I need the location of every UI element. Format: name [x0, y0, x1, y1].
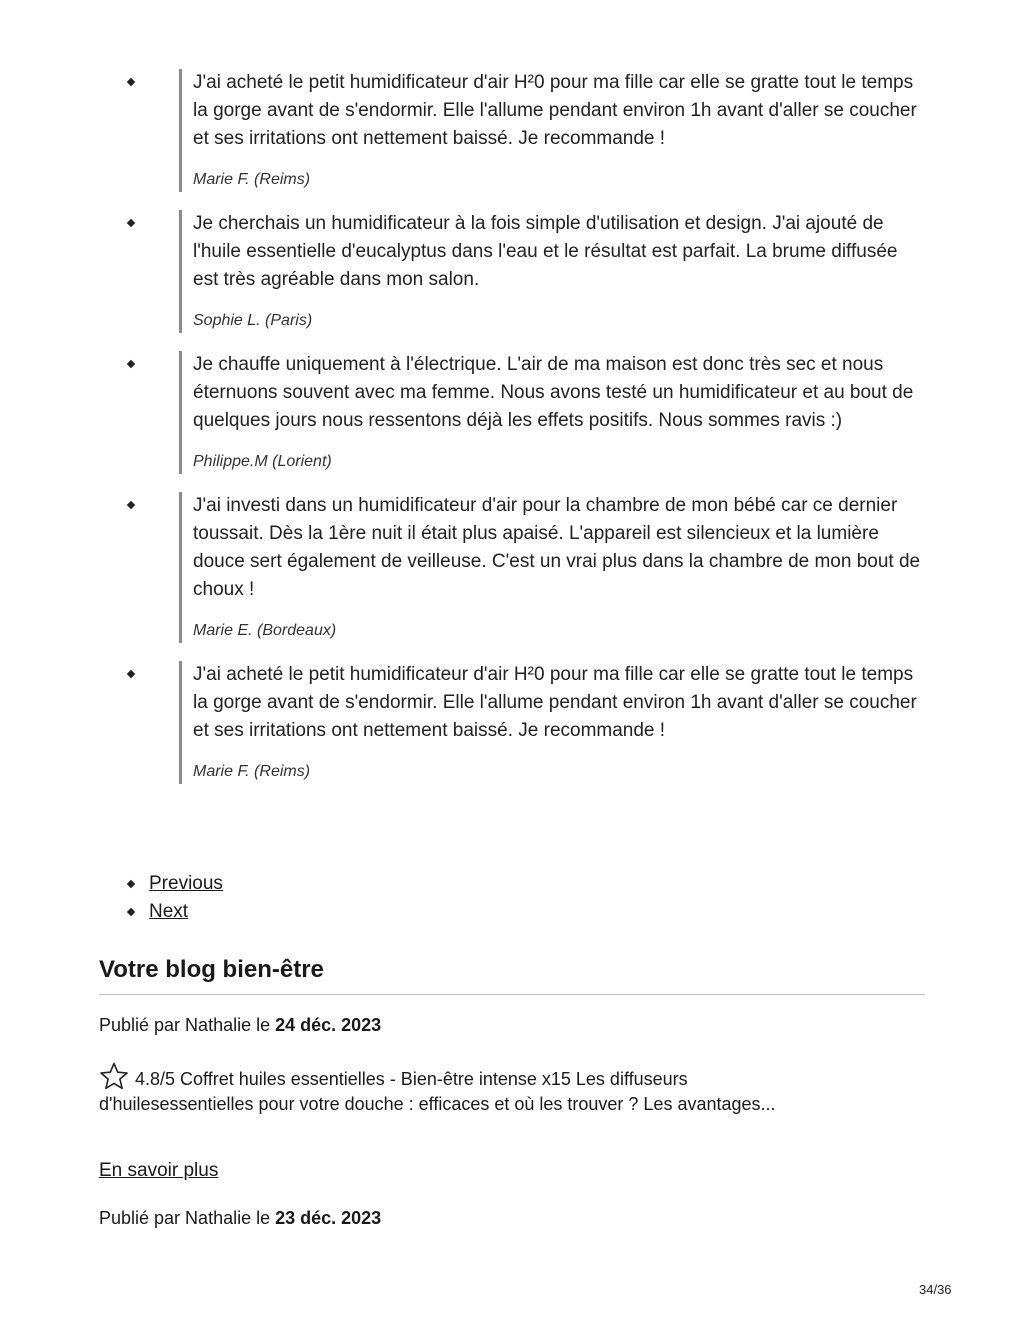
testimonial-text: J'ai investi dans un humidificateur d'air pour la chambre de mon bébé car ce dernier toussait. Dès la 1ère nuit il était plus apaisé. L'appareil est silencieux et la lumière douce sert également de veilleuse. C'est un vrai plus dans la chambre de mon bout de choux ! — [193, 495, 921, 600]
post-meta — [99, 1014, 381, 1036]
diamond-bullet-icon — [127, 78, 135, 86]
list-item — [124, 661, 924, 784]
pager-item — [124, 898, 223, 926]
next-link[interactable]: Next — [149, 901, 189, 922]
post-meta — [99, 1207, 381, 1229]
list-item — [124, 210, 924, 333]
blog-section-title: Votre blog bien-être — [99, 954, 925, 995]
testimonials-list — [124, 69, 924, 802]
testimonial-text: Je chauffe uniquement à l'électrique. L'air de ma maison est donc très sec et nous éternuons souvent avec ma femme. Nous avons testé un humidificateur et au bout de quelques jours nous ressentons déjà les effets positifs. Nous sommes ravis :) — [193, 354, 914, 431]
testimonial-quote — [179, 661, 924, 784]
testimonial-author: Sophie L. (Paris) — [193, 312, 313, 329]
list-item — [124, 492, 924, 643]
diamond-bullet-icon — [127, 908, 135, 916]
post-date: 24 déc. 2023 — [275, 1015, 382, 1035]
testimonial-author: Marie E. (Bordeaux) — [193, 622, 337, 639]
list-item — [124, 69, 924, 192]
testimonial-author: Philippe.M (Lorient) — [193, 453, 332, 470]
testimonial-text: Je cherchais un humidificateur à la fois simple d'utilisation et design. J'ai ajouté de l'huile essentielle d'eucalyptus dans l'eau et le résultat est parfait. La brume diffusée est très agréable dans mon salon. — [193, 213, 898, 290]
testimonial-text: J'ai acheté le petit humidificateur d'air H²0 pour ma fille car elle se gratte tout le temps la gorge avant de s'endormir. Elle l'allume pendant environ 1h avant d'aller se coucher et ses irritations ont nettement baissé. Je recommande ! — [193, 72, 917, 149]
diamond-bullet-icon — [127, 219, 135, 227]
list-item — [124, 351, 924, 474]
post-meta-prefix: Publié par Nathalie le — [99, 1208, 276, 1228]
post-meta-prefix: Publié par Nathalie le — [99, 1015, 276, 1035]
testimonial-quote — [179, 69, 924, 192]
testimonial-author: Marie F. (Reims) — [193, 171, 311, 188]
post-excerpt-text: 4.8/5 Coffret huiles essentielles - Bien-être intense x15 Les diffuseurs d'huilesessentielles pour votre douche : efficaces et où les trouver ? Les avantages... — [99, 1069, 776, 1114]
diamond-bullet-icon — [127, 360, 135, 368]
diamond-bullet-icon — [127, 880, 135, 888]
testimonial-quote — [179, 210, 924, 333]
star-outline-icon — [99, 1062, 129, 1090]
diamond-bullet-icon — [127, 501, 135, 509]
post-excerpt — [99, 1062, 779, 1117]
carousel-pager — [124, 870, 223, 926]
testimonial-quote — [179, 351, 924, 474]
testimonial-text: J'ai acheté le petit humidificateur d'air H²0 pour ma fille car elle se gratte tout le temps la gorge avant de s'endormir. Elle l'allume pendant environ 1h avant d'aller se coucher et ses irritations ont nettement baissé. Je recommande ! — [193, 664, 917, 741]
post-date: 23 déc. 2023 — [275, 1208, 382, 1228]
pager-item — [124, 870, 223, 898]
testimonial-quote — [179, 492, 924, 643]
diamond-bullet-icon — [127, 670, 135, 678]
previous-link[interactable]: Previous — [149, 873, 223, 894]
testimonial-author: Marie F. (Reims) — [193, 763, 311, 780]
read-more-link[interactable]: En savoir plus — [99, 1160, 219, 1181]
page-number: 34/36 — [919, 1282, 952, 1297]
